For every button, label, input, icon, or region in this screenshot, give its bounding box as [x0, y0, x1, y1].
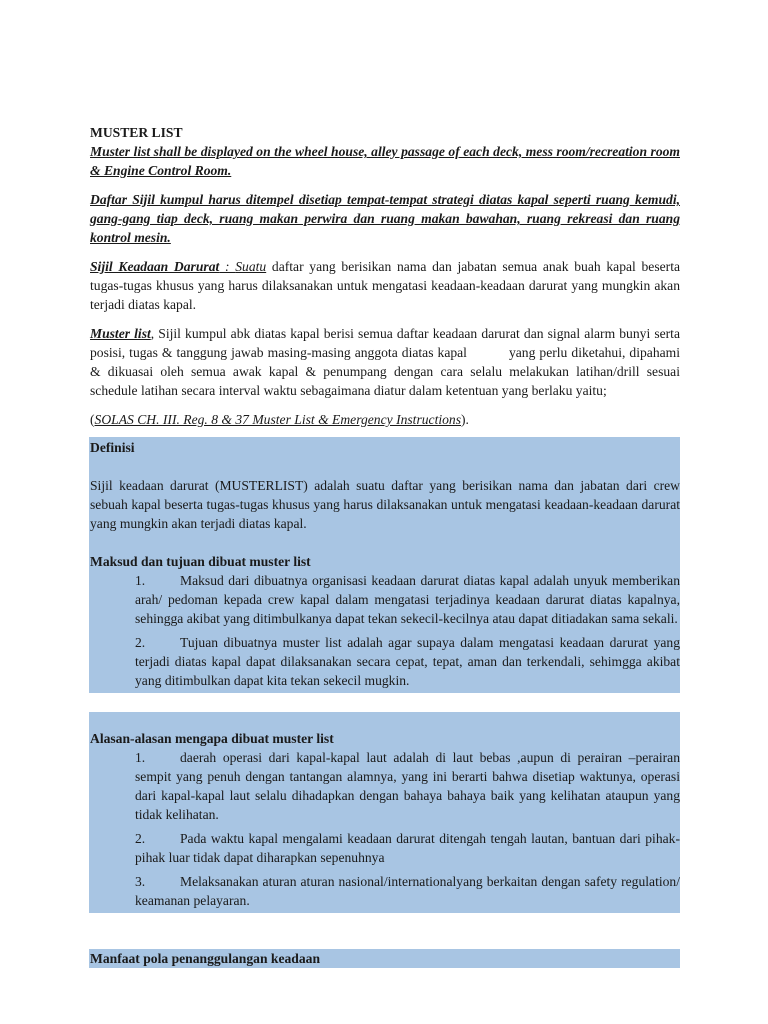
solas-reference — [90, 410, 680, 429]
manfaat-heading: Manfaat pola penanggulangan keadaan — [90, 951, 321, 966]
sijil-paragraph — [90, 257, 680, 314]
maksud-heading: Maksud dan tujuan dibuat muster list — [90, 554, 311, 569]
alasan-block — [89, 712, 680, 913]
solas-close: ). — [461, 412, 469, 427]
intro-english: Muster list shall be displayed on the wheel house, alley passage of each deck, mess room/recreation room & Engine Control Room. — [90, 144, 680, 178]
alasan-list — [90, 748, 680, 910]
list-item: 3. Melaksanakan aturan aturan nasional/internationalyang berkaitan dengan safety regulation/ keamanan pelayaran. — [135, 874, 680, 908]
solas-open: ( — [90, 412, 95, 427]
sijil-separator: : — [219, 259, 236, 274]
definisi-heading: Definisi — [90, 440, 135, 455]
list-item: 1. Maksud dari dibuatnya organisasi keadaan darurat diatas kapal adalah unyuk memberikan arah/ pedoman kepada crew kapal dalam mengatasi terjadinya keadaan darurat diatas kapalnya, sehingga akibat yang ditimbulkanya dapat tekan sekecil-kecilnya atau dapat ditiadakan sama sekali. — [135, 573, 680, 626]
alasan-heading: Alasan-alasan mengapa dibuat muster list — [90, 731, 334, 746]
manfaat-block — [89, 949, 680, 968]
muster-paragraph — [90, 324, 680, 400]
doc-title: MUSTER LIST — [90, 125, 183, 140]
sijil-text: daftar yang berisikan nama dan jabatan semua anak buah kapal beserta tugas-tugas khusus yang harus dilaksanakan untuk mengatasi keadaan-keadaan darurat yang mungkin akan terjadi diatas kapal. — [90, 259, 680, 312]
solas-ref: SOLAS CH. III. Reg. 8 & 37 Muster List & Emergency Instructions — [94, 412, 462, 427]
definisi-text: Sijil keadaan darurat (MUSTERLIST) adalah suatu daftar yang berisikan nama dan jabatan dari crew sebuah kapal beserta tugas-tugas khusus yang harus dilaksanakan untuk mengatasi keadaan-keadaan darurat yang mungkin akan terjadi diatas kapal. — [90, 478, 680, 531]
maksud-list — [90, 571, 680, 690]
document-body — [90, 123, 680, 968]
sijil-suatu: Suatu — [235, 259, 267, 274]
definisi-block — [89, 437, 680, 693]
sijil-label: Sijil Keadaan Darurat — [90, 259, 220, 274]
list-item: 1. daerah operasi dari kapal-kapal laut adalah di laut bebas ,aupun di perairan –perairan sempit yang penuh dengan tantangan alamnya, yang ini berarti bahwa disetiap waktunya, operasi dari kapal-kapal laut selalu dihadapkan dengan bahaya bahaya baik yang kelihatan ataupun yang tidak kelihatan. — [135, 750, 680, 822]
list-item: 2. Pada waktu kapal mengalami keadaan darurat ditengah tengah lautan, bantuan dari pihak-pihak luar tidak dapat diharapkan sepenuhnya — [135, 831, 680, 865]
intro-indonesian: Daftar Sijil kumpul harus ditempel disetiap tempat-tempat strategi diatas kapal seperti ruang kemudi, gang-gang tiap deck, ruang makan perwira dan ruang makan bawahan, ruang rekreasi dan ruang kontrol mesin. — [90, 192, 680, 245]
muster-label: Muster list — [90, 326, 151, 341]
muster-text-b: yang perlu diketahui, dipahami & dikuasai oleh semua awak kapal & penumpang dengan cara selalu melakukan latihan/drill sesuai schedule latihan secara interval waktu sebagaimana diatur dalam ketentuan yang berlaku yaitu; — [90, 345, 680, 398]
list-item: 2. Tujuan dibuatnya muster list adalah agar supaya dalam mengatasi keadaan darurat yang terjadi diatas kapal dapat dilaksanakan secara cepat, tepat, aman dan terkendali, sehimgga akibat yang ditimbulkan dapat kita tekan sekecil mugkin. — [135, 635, 680, 688]
muster-text-a: , Sijil kumpul abk diatas kapal berisi semua daftar keadaan darurat dan signal alarm bunyi serta posisi, tugas & tanggung jawab masing-masing anggota diatas kapal — [90, 326, 680, 360]
